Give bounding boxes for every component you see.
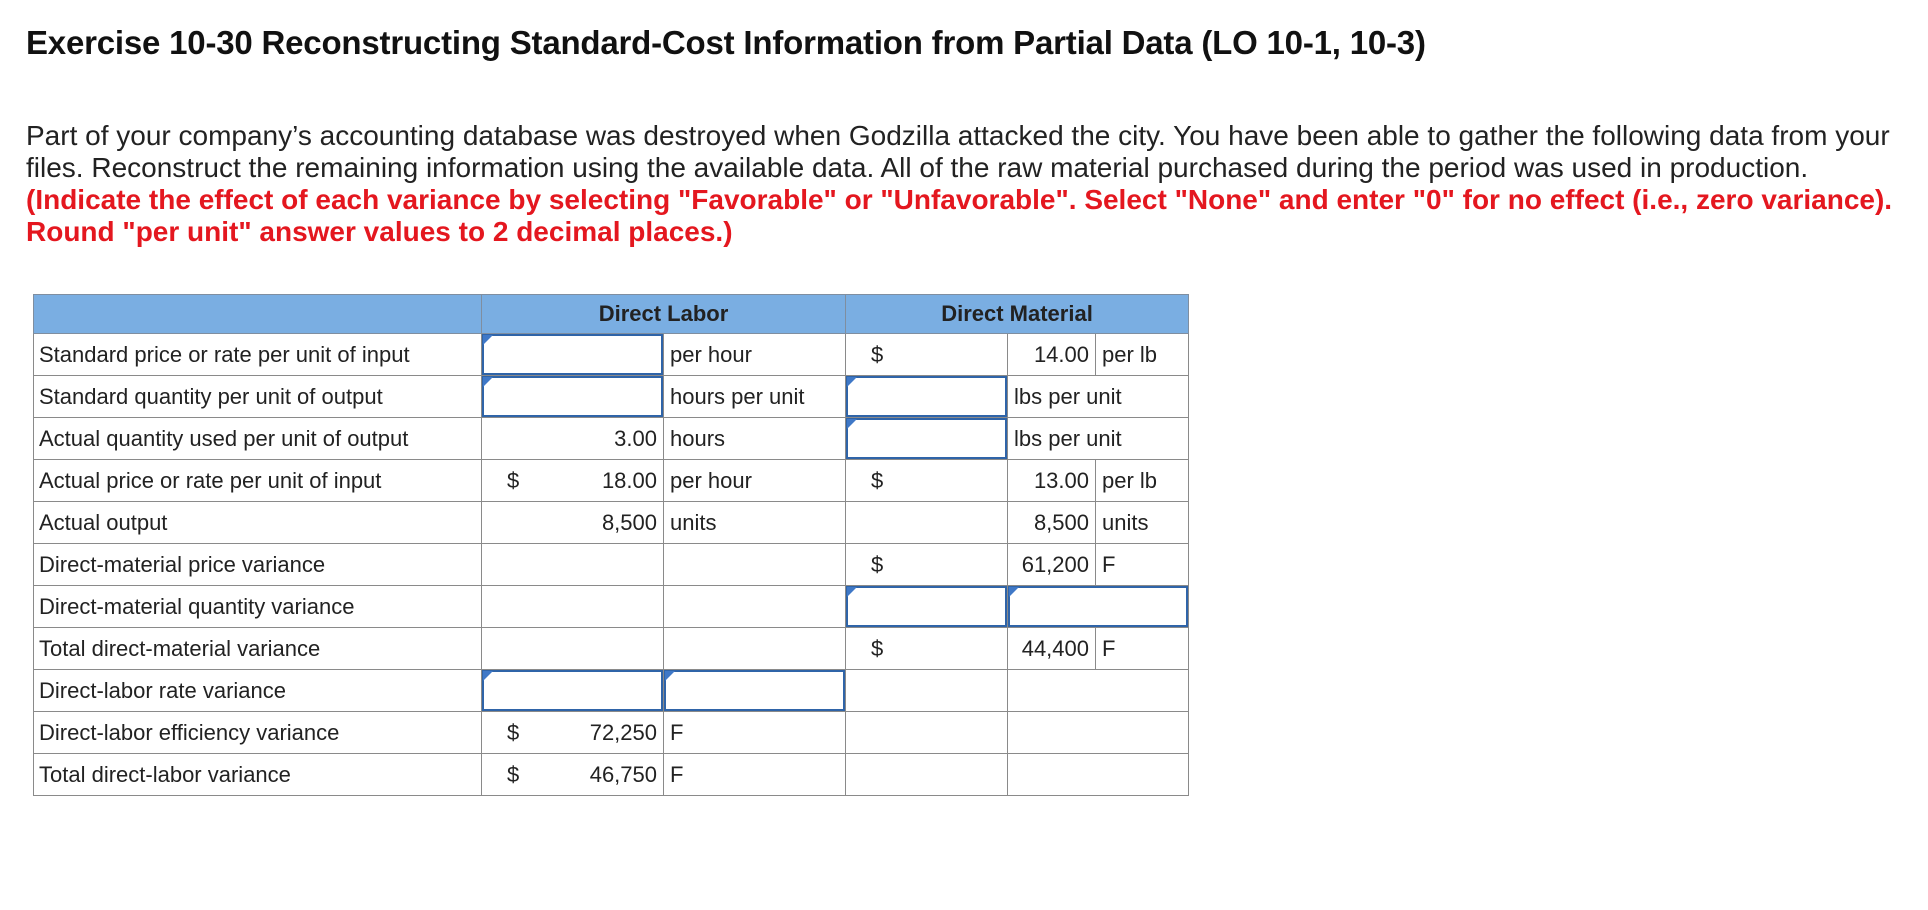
labor-value-cell — [482, 712, 664, 754]
material-currency: $ — [846, 460, 1008, 502]
labor-value: 18.00 — [601, 467, 657, 493]
empty-cell — [664, 586, 846, 628]
material-value-cell — [1008, 460, 1189, 502]
material-value: 44,400 — [1021, 635, 1089, 661]
material-unit: per lb — [1095, 334, 1157, 375]
empty-cell — [1008, 754, 1189, 796]
row-label: Total direct-labor variance — [34, 754, 482, 796]
labor-value: 72,250 — [589, 719, 657, 745]
table-row — [34, 754, 1189, 796]
empty-cell — [846, 712, 1008, 754]
material-value-cell — [1008, 502, 1189, 544]
labor-rate-variance-effect-select[interactable] — [664, 670, 846, 712]
labor-currency: $ — [507, 719, 520, 745]
table-row — [34, 460, 1189, 502]
material-standard-quantity-input[interactable] — [846, 376, 1008, 418]
labor-value-cell — [482, 460, 664, 502]
table-row — [34, 334, 1189, 376]
material-value-cell — [1008, 334, 1189, 376]
row-label: Total direct-material variance — [34, 628, 482, 670]
intro-text: Part of your company’s accounting database was destroyed when Godzilla attacked the city. You have been able to gather the following data from your files. Reconstruct the remaining information using the available data. All of the raw material purchased during the period was used in production. — [26, 120, 1890, 183]
row-label: Direct-labor rate variance — [34, 670, 482, 712]
problem-statement — [26, 120, 1896, 248]
material-unit: lbs per unit — [1008, 418, 1189, 460]
labor-currency: $ — [507, 467, 520, 493]
labor-value: 46,750 — [589, 761, 657, 787]
row-label: Direct-material quantity variance — [34, 586, 482, 628]
empty-cell — [1008, 712, 1189, 754]
labor-value: 3.00 — [482, 418, 664, 460]
material-currency: $ — [846, 334, 1008, 376]
table-row — [34, 628, 1189, 670]
labor-unit: per hour — [664, 334, 846, 376]
material-actual-quantity-input[interactable] — [846, 418, 1008, 460]
material-currency: $ — [846, 628, 1008, 670]
header-blank — [34, 295, 482, 334]
table-row — [34, 670, 1189, 712]
empty-cell — [482, 628, 664, 670]
row-label: Actual output — [34, 502, 482, 544]
material-quantity-variance-effect-select[interactable] — [1008, 586, 1189, 628]
exercise-title: Exercise 10-30 Reconstructing Standard-Cost Information from Partial Data (LO 10-1, 10-3) — [26, 24, 1426, 61]
material-unit: per lb — [1095, 460, 1157, 501]
labor-unit: hours per unit — [664, 376, 846, 418]
empty-cell — [482, 544, 664, 586]
row-label: Direct-labor efficiency variance — [34, 712, 482, 754]
material-value: 8,500 — [1033, 509, 1089, 535]
material-value-cell — [1008, 544, 1189, 586]
table-row — [34, 418, 1189, 460]
empty-cell — [846, 754, 1008, 796]
labor-rate-variance-input[interactable] — [482, 670, 664, 712]
material-currency — [846, 502, 1008, 544]
table-row — [34, 502, 1189, 544]
labor-unit: per hour — [664, 460, 846, 502]
material-value: 13.00 — [1033, 467, 1089, 493]
table-row — [34, 544, 1189, 586]
material-value: 14.00 — [1033, 341, 1089, 367]
table-row — [34, 586, 1189, 628]
table-row — [34, 376, 1189, 418]
material-quantity-variance-input[interactable] — [846, 586, 1008, 628]
labor-currency: $ — [507, 761, 520, 787]
instruction-text: (Indicate the effect of each variance by selecting "Favorable" or "Unfavorable". Select "None" and enter "0" for no effect (i.e., zero variance). Round "per unit" answer values to 2 decimal places.) — [26, 184, 1893, 247]
row-label: Actual price or rate per unit of input — [34, 460, 482, 502]
table-header-row — [34, 295, 1189, 334]
row-label: Standard price or rate per unit of input — [34, 334, 482, 376]
row-label: Actual quantity used per unit of output — [34, 418, 482, 460]
labor-standard-rate-input[interactable] — [482, 334, 664, 376]
labor-value-cell — [482, 754, 664, 796]
material-value-cell — [1008, 628, 1189, 670]
standard-cost-table — [33, 294, 1189, 796]
labor-unit: units — [664, 502, 846, 544]
labor-standard-quantity-input[interactable] — [482, 376, 664, 418]
empty-cell — [664, 628, 846, 670]
material-value: 61,200 — [1021, 551, 1089, 577]
row-label: Direct-material price variance — [34, 544, 482, 586]
material-effect: F — [1095, 544, 1115, 585]
header-direct-material: Direct Material — [846, 295, 1189, 334]
empty-cell — [846, 670, 1008, 712]
labor-effect: F — [664, 754, 846, 796]
material-unit: lbs per unit — [1008, 376, 1189, 418]
material-effect: F — [1095, 628, 1115, 669]
row-label: Standard quantity per unit of output — [34, 376, 482, 418]
material-unit: units — [1095, 502, 1148, 543]
empty-cell — [664, 544, 846, 586]
material-currency: $ — [846, 544, 1008, 586]
table-row — [34, 712, 1189, 754]
header-direct-labor: Direct Labor — [482, 295, 846, 334]
labor-effect: F — [664, 712, 846, 754]
labor-unit: hours — [664, 418, 846, 460]
labor-value: 8,500 — [482, 502, 664, 544]
empty-cell — [1008, 670, 1189, 712]
empty-cell — [482, 586, 664, 628]
